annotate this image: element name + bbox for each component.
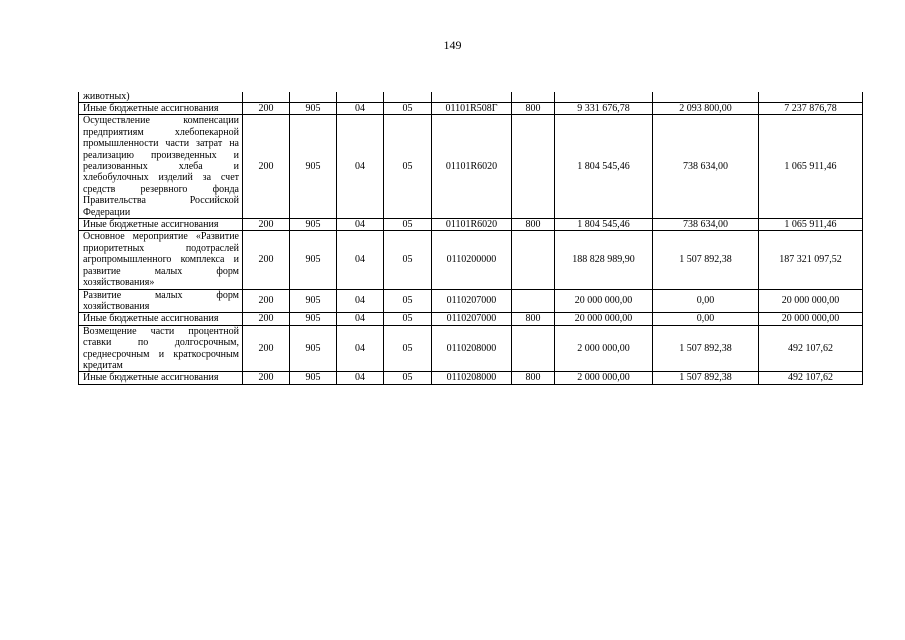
cell-empty [432,92,512,103]
cell-col-2: 905 [290,115,337,219]
cell-csr: 0110207000 [432,289,512,313]
cell-csr: 0110207000 [432,313,512,325]
cell-empty [512,92,555,103]
cell-amount-1: 9 331 676,78 [555,103,653,115]
cell-amount-1: 1 804 545,46 [555,219,653,231]
table-row [79,289,863,313]
cell-amount-3: 187 321 097,52 [759,231,863,289]
cell-amount-2: 738 634,00 [653,115,759,219]
cell-col-1: 200 [243,325,290,372]
cell-col-2: 905 [290,231,337,289]
cell-col-2: 905 [290,325,337,372]
row-name: Иные бюджетные ассигнования [79,103,243,115]
row-name: Иные бюджетные ассигнования [79,313,243,325]
cell-amount-1: 2 000 000,00 [555,325,653,372]
table-row [79,325,863,372]
table-body [79,92,863,384]
row-name: Возмещение части процентной ставки по долгосрочным, среднесрочным и краткосрочным кредитам [79,325,243,372]
cell-col-3: 04 [337,372,384,384]
cell-col-3: 04 [337,231,384,289]
cell-empty [384,92,432,103]
cell-csr: 01101R508Г [432,103,512,115]
cell-amount-3: 7 237 876,78 [759,103,863,115]
cell-vr [512,325,555,372]
cell-col-1: 200 [243,219,290,231]
page-number: 149 [443,38,462,52]
cell-vr: 800 [512,313,555,325]
cell-col-2: 905 [290,219,337,231]
cell-col-2: 905 [290,289,337,313]
cell-csr: 01101R6020 [432,115,512,219]
table-row [79,115,863,219]
row-name: Развитие малых форм хозяйствования [79,289,243,313]
table-row [79,231,863,289]
cell-amount-3: 1 065 911,46 [759,115,863,219]
cell-amount-1: 20 000 000,00 [555,289,653,313]
cell-col-1: 200 [243,372,290,384]
cell-col-4: 05 [384,289,432,313]
cell-col-1: 200 [243,115,290,219]
cell-col-4: 05 [384,231,432,289]
cell-amount-2: 738 634,00 [653,219,759,231]
cell-amount-1: 2 000 000,00 [555,372,653,384]
cell-col-3: 04 [337,325,384,372]
cell-amount-3: 20 000 000,00 [759,313,863,325]
table-row [79,219,863,231]
cell-amount-1: 1 804 545,46 [555,115,653,219]
cell-col-1: 200 [243,231,290,289]
cell-col-3: 04 [337,289,384,313]
cell-vr: 800 [512,103,555,115]
cell-vr: 800 [512,219,555,231]
table-row [79,313,863,325]
cell-amount-3: 20 000 000,00 [759,289,863,313]
cell-col-4: 05 [384,219,432,231]
cell-empty [243,92,290,103]
cell-csr: 0110208000 [432,372,512,384]
cell-col-3: 04 [337,313,384,325]
cell-vr [512,115,555,219]
cell-vr [512,231,555,289]
cell-col-3: 04 [337,103,384,115]
row-name: Осуществление компенсации предприятиям хлебопекарной промышленности части затрат на реализацию произведенных и реализованных хлеба и хлебобулочных изделий за счет средств резервного фонда Правительства Российской Федерации [79,115,243,219]
cell-col-2: 905 [290,103,337,115]
cell-amount-2: 1 507 892,38 [653,325,759,372]
cell-col-2: 905 [290,313,337,325]
cell-csr: 0110200000 [432,231,512,289]
row-name: Иные бюджетные ассигнования [79,219,243,231]
cell-amount-2: 1 507 892,38 [653,231,759,289]
cell-col-4: 05 [384,372,432,384]
cell-amount-3: 492 107,62 [759,372,863,384]
cell-col-1: 200 [243,313,290,325]
cell-amount-2: 1 507 892,38 [653,372,759,384]
cell-col-3: 04 [337,115,384,219]
cell-col-2: 905 [290,372,337,384]
table-row [79,103,863,115]
cell-vr [512,289,555,313]
cell-col-1: 200 [243,103,290,115]
cell-col-4: 05 [384,313,432,325]
row-name: Основное мероприятие «Развитие приоритетных подотраслей агропромышленного комплекса и развитие малых форм хозяйствования» [79,231,243,289]
cell-empty [759,92,863,103]
cell-amount-1: 20 000 000,00 [555,313,653,325]
row-name: Иные бюджетные ассигнования [79,372,243,384]
cell-col-4: 05 [384,103,432,115]
cell-empty [653,92,759,103]
row-name: животных) [79,92,243,103]
cell-vr: 800 [512,372,555,384]
cell-empty [555,92,653,103]
cell-amount-1: 188 828 989,90 [555,231,653,289]
cell-col-1: 200 [243,289,290,313]
cell-empty [290,92,337,103]
cell-amount-2: 0,00 [653,289,759,313]
cell-col-4: 05 [384,325,432,372]
cell-col-4: 05 [384,115,432,219]
cell-amount-2: 0,00 [653,313,759,325]
cell-amount-3: 492 107,62 [759,325,863,372]
cell-empty [337,92,384,103]
table-row-continuation [79,92,863,103]
table-row [79,372,863,384]
cell-amount-2: 2 093 800,00 [653,103,759,115]
budget-table [78,92,863,385]
cell-csr: 0110208000 [432,325,512,372]
cell-csr: 01101R6020 [432,219,512,231]
cell-amount-3: 1 065 911,46 [759,219,863,231]
cell-col-3: 04 [337,219,384,231]
